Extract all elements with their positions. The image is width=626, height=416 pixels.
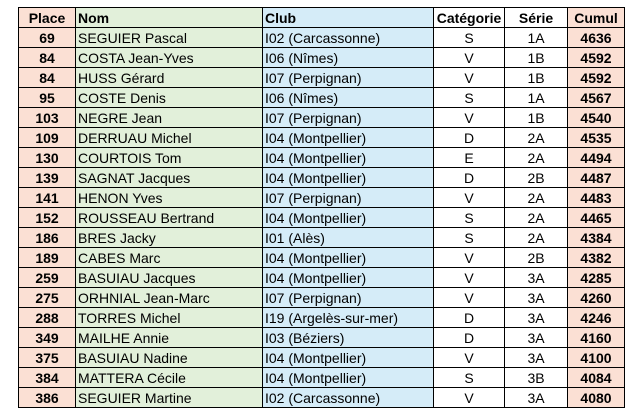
table-row (19, 148, 625, 168)
cell-cumul: 4080 (568, 388, 625, 408)
cell-club: I06 (Nîmes) (263, 48, 434, 68)
cell-cumul: 4465 (568, 208, 625, 228)
cell-categorie: V (434, 248, 505, 268)
cell-club: I02 (Carcassonne) (263, 388, 434, 408)
cell-cumul: 4246 (568, 308, 625, 328)
cell-serie: 2A (505, 128, 568, 148)
cell-nom: MATTERA Cécile (76, 368, 263, 388)
cell-place: 189 (19, 248, 76, 268)
cell-nom: MAILHE Annie (76, 328, 263, 348)
cell-categorie: S (434, 228, 505, 248)
cell-place: 95 (19, 88, 76, 108)
table-row (19, 388, 625, 408)
cell-place: 152 (19, 208, 76, 228)
cell-cumul: 4384 (568, 228, 625, 248)
table-body (19, 28, 625, 408)
cell-nom: SEGUIER Pascal (76, 28, 263, 48)
cell-categorie: S (434, 28, 505, 48)
cell-serie: 3A (505, 328, 568, 348)
cell-serie: 3A (505, 388, 568, 408)
cell-nom: BASUIAU Nadine (76, 348, 263, 368)
cell-serie: 3A (505, 308, 568, 328)
cell-nom: BASUIAU Jacques (76, 268, 263, 288)
cell-place: 288 (19, 308, 76, 328)
cell-nom: NEGRE Jean (76, 108, 263, 128)
cell-club: I06 (Nîmes) (263, 88, 434, 108)
table-row (19, 328, 625, 348)
cell-place: 139 (19, 168, 76, 188)
cell-nom: COURTOIS Tom (76, 148, 263, 168)
cell-club: I03 (Béziers) (263, 328, 434, 348)
results-table (18, 7, 625, 408)
cell-place: 109 (19, 128, 76, 148)
cell-categorie: S (434, 88, 505, 108)
cell-club: I04 (Montpellier) (263, 168, 434, 188)
cell-club: I04 (Montpellier) (263, 148, 434, 168)
cell-cumul: 4285 (568, 268, 625, 288)
cell-categorie: E (434, 148, 505, 168)
cell-club: I07 (Perpignan) (263, 108, 434, 128)
cell-nom: COSTE Denis (76, 88, 263, 108)
cell-club: I04 (Montpellier) (263, 128, 434, 148)
cell-cumul: 4084 (568, 368, 625, 388)
cell-nom: CABES Marc (76, 248, 263, 268)
cell-categorie: S (434, 368, 505, 388)
cell-serie: 3A (505, 268, 568, 288)
cell-categorie: D (434, 308, 505, 328)
cell-categorie: V (434, 48, 505, 68)
table-row (19, 268, 625, 288)
table-row (19, 28, 625, 48)
cell-serie: 2B (505, 168, 568, 188)
cell-cumul: 4100 (568, 348, 625, 368)
cell-nom: SAGNAT Jacques (76, 168, 263, 188)
header-serie: Série (505, 8, 568, 28)
table-row (19, 188, 625, 208)
cell-cumul: 4160 (568, 328, 625, 348)
cell-cumul: 4540 (568, 108, 625, 128)
cell-serie: 1A (505, 88, 568, 108)
table-row (19, 288, 625, 308)
cell-cumul: 4636 (568, 28, 625, 48)
cell-club: I01 (Alès) (263, 228, 434, 248)
cell-cumul: 4535 (568, 128, 625, 148)
header-place: Place (19, 8, 76, 28)
cell-categorie: S (434, 208, 505, 228)
cell-nom: TORRES Michel (76, 308, 263, 328)
table-row (19, 48, 625, 68)
cell-nom: HENON Yves (76, 188, 263, 208)
cell-categorie: V (434, 288, 505, 308)
cell-cumul: 4382 (568, 248, 625, 268)
cell-cumul: 4592 (568, 48, 625, 68)
table-row (19, 168, 625, 188)
cell-club: I19 (Argelès-sur-mer) (263, 308, 434, 328)
cell-nom: BRES Jacky (76, 228, 263, 248)
cell-nom: DERRUAU Michel (76, 128, 263, 148)
cell-place: 186 (19, 228, 76, 248)
cell-nom: SEGUIER Martine (76, 388, 263, 408)
cell-club: I04 (Montpellier) (263, 208, 434, 228)
cell-categorie: D (434, 328, 505, 348)
cell-serie: 1B (505, 48, 568, 68)
table-row (19, 88, 625, 108)
table-row (19, 348, 625, 368)
table-row (19, 368, 625, 388)
table-row (19, 68, 625, 88)
table-row (19, 248, 625, 268)
cell-place: 84 (19, 68, 76, 88)
cell-categorie: V (434, 388, 505, 408)
cell-serie: 2A (505, 228, 568, 248)
cell-club: I07 (Perpignan) (263, 288, 434, 308)
cell-cumul: 4487 (568, 168, 625, 188)
cell-cumul: 4567 (568, 88, 625, 108)
cell-place: 375 (19, 348, 76, 368)
cell-serie: 3B (505, 368, 568, 388)
cell-nom: ROUSSEAU Bertrand (76, 208, 263, 228)
cell-nom: ORHNIAL Jean-Marc (76, 288, 263, 308)
cell-place: 84 (19, 48, 76, 68)
cell-serie: 1A (505, 28, 568, 48)
cell-cumul: 4260 (568, 288, 625, 308)
cell-club: I07 (Perpignan) (263, 68, 434, 88)
cell-serie: 2A (505, 208, 568, 228)
cell-serie: 3A (505, 288, 568, 308)
cell-serie: 2A (505, 148, 568, 168)
cell-serie: 2B (505, 248, 568, 268)
cell-club: I04 (Montpellier) (263, 248, 434, 268)
cell-categorie: V (434, 108, 505, 128)
cell-nom: COSTA Jean-Yves (76, 48, 263, 68)
cell-serie: 1B (505, 68, 568, 88)
cell-place: 130 (19, 148, 76, 168)
cell-club: I04 (Montpellier) (263, 268, 434, 288)
table-row (19, 228, 625, 248)
cell-categorie: D (434, 128, 505, 148)
cell-categorie: V (434, 348, 505, 368)
table-row (19, 208, 625, 228)
cell-place: 384 (19, 368, 76, 388)
cell-serie: 2A (505, 188, 568, 208)
cell-club: I04 (Montpellier) (263, 348, 434, 368)
cell-place: 386 (19, 388, 76, 408)
cell-place: 103 (19, 108, 76, 128)
cell-nom: HUSS Gérard (76, 68, 263, 88)
cell-cumul: 4483 (568, 188, 625, 208)
cell-categorie: V (434, 268, 505, 288)
cell-serie: 1B (505, 108, 568, 128)
header-row (19, 8, 625, 28)
table-row (19, 128, 625, 148)
header-nom: Nom (76, 8, 263, 28)
cell-club: I07 (Perpignan) (263, 188, 434, 208)
cell-cumul: 4494 (568, 148, 625, 168)
header-club: Club (263, 8, 434, 28)
cell-place: 69 (19, 28, 76, 48)
table-row (19, 108, 625, 128)
cell-place: 259 (19, 268, 76, 288)
cell-categorie: V (434, 68, 505, 88)
cell-club: I02 (Carcassonne) (263, 28, 434, 48)
cell-place: 275 (19, 288, 76, 308)
cell-categorie: D (434, 168, 505, 188)
cell-club: I04 (Montpellier) (263, 368, 434, 388)
header-categorie: Catégorie (434, 8, 505, 28)
cell-cumul: 4592 (568, 68, 625, 88)
header-cumul: Cumul (568, 8, 625, 28)
table-row (19, 308, 625, 328)
cell-place: 349 (19, 328, 76, 348)
cell-categorie: V (434, 188, 505, 208)
cell-place: 141 (19, 188, 76, 208)
cell-serie: 3A (505, 348, 568, 368)
